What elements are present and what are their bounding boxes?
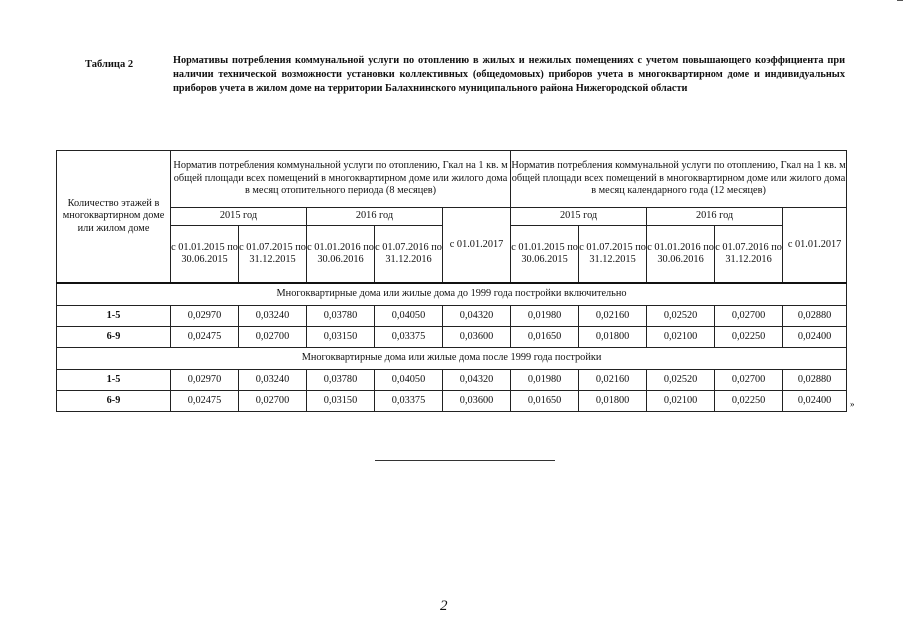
value-cell: 0,02250 [715, 391, 783, 412]
year-2015-header: 2015 год [171, 208, 307, 226]
value-cell: 0,01650 [511, 391, 579, 412]
value-cell: 0,02700 [239, 327, 307, 348]
group-header-8-months: Норматив потребления коммунальной услуги по отоплению, Гкал на 1 кв. м общей площади всех помещений в многоквартирном доме или жилого дома в месяц отопительного периода (8 месяцев) [171, 151, 511, 208]
table-row [57, 327, 847, 348]
value-cell: 0,02250 [715, 327, 783, 348]
period-header: с 01.01.2015 по 30.06.2015 [511, 226, 579, 284]
period-header: с 01.07.2015 по 31.12.2015 [239, 226, 307, 284]
value-cell: 0,02400 [783, 391, 847, 412]
table-caption-text: Нормативы потребления коммунальной услуги по отоплению в жилых и нежилых помещениях с учетом повышающего коэффициента при наличии технической возможности установки коллективных (общедомовых) приборов учета в многоквартирном доме и индивидуальных приборов учета в жилом доме на территории Балахнинского муниципального района Нижегородской области [173, 55, 845, 95]
table-row [57, 391, 847, 412]
floors-cell: 1-5 [57, 370, 171, 391]
value-cell: 0,02100 [647, 391, 715, 412]
value-cell: 0,02880 [783, 370, 847, 391]
table-row [57, 370, 847, 391]
value-cell: 0,03600 [443, 391, 511, 412]
value-cell: 0,03240 [239, 306, 307, 327]
value-cell: 0,01980 [511, 370, 579, 391]
table-row [57, 306, 847, 327]
floors-header: Количество этажей в многоквартирном доме или жилом доме [57, 151, 171, 284]
period-header: с 01.07.2016 по 31.12.2016 [375, 226, 443, 284]
year-2016-header: 2016 год [307, 208, 443, 226]
value-cell: 0,04050 [375, 306, 443, 327]
value-cell: 0,02700 [715, 306, 783, 327]
floors-cell: 6-9 [57, 391, 171, 412]
value-cell: 0,03375 [375, 391, 443, 412]
value-cell: 0,02700 [239, 391, 307, 412]
value-cell: 0,02520 [647, 370, 715, 391]
period-header: с 01.01.2017 [443, 208, 511, 284]
page-number: 2 [440, 598, 448, 614]
period-header: с 01.01.2017 [783, 208, 847, 284]
value-cell: 0,04320 [443, 306, 511, 327]
value-cell: 0,03150 [307, 391, 375, 412]
value-cell: 0,02970 [171, 306, 239, 327]
value-cell: 0,04320 [443, 370, 511, 391]
year-2015-header: 2015 год [511, 208, 647, 226]
value-cell: 0,02400 [783, 327, 847, 348]
value-cell: 0,03150 [307, 327, 375, 348]
period-header: с 01.07.2016 по 31.12.2016 [715, 226, 783, 284]
section-header: Многоквартирные дома или жилые дома после 1999 года постройки [57, 348, 847, 370]
value-cell: 0,02520 [647, 306, 715, 327]
value-cell: 0,02700 [715, 370, 783, 391]
value-cell: 0,01980 [511, 306, 579, 327]
value-cell: 0,01800 [579, 327, 647, 348]
value-cell: 0,01650 [511, 327, 579, 348]
value-cell: 0,02475 [171, 327, 239, 348]
section-header: Многоквартирные дома или жилые дома до 1999 года постройки включительно [57, 283, 847, 306]
value-cell: 0,01800 [579, 391, 647, 412]
consumption-norms-table [56, 150, 847, 412]
value-cell: 0,02475 [171, 391, 239, 412]
value-cell: 0,02160 [579, 306, 647, 327]
period-header: с 01.01.2016 по 30.06.2016 [647, 226, 715, 284]
floors-cell: 1-5 [57, 306, 171, 327]
year-2016-header: 2016 год [647, 208, 783, 226]
value-cell: 0,03375 [375, 327, 443, 348]
value-cell: 0,03780 [307, 370, 375, 391]
scan-corner-mark [897, 0, 903, 1]
value-cell: 0,02970 [171, 370, 239, 391]
value-cell: 0,02160 [579, 370, 647, 391]
value-cell: 0,02100 [647, 327, 715, 348]
period-header: с 01.07.2015 по 31.12.2015 [579, 226, 647, 284]
value-cell: 0,02880 [783, 306, 847, 327]
group-header-12-months: Норматив потребления коммунальной услуги по отоплению, Гкал на 1 кв. м общей площади всех помещений в многоквартирном доме или жилого дома в месяц календарного года (12 месяцев) [511, 151, 847, 208]
closing-quote-mark: » [850, 399, 855, 409]
separator-line [375, 460, 555, 461]
value-cell: 0,03600 [443, 327, 511, 348]
value-cell: 0,04050 [375, 370, 443, 391]
floors-cell: 6-9 [57, 327, 171, 348]
table-caption-label: Таблица 2 [85, 59, 134, 70]
value-cell: 0,03240 [239, 370, 307, 391]
period-header: с 01.01.2015 по 30.06.2015 [171, 226, 239, 284]
period-header: с 01.01.2016 по 30.06.2016 [307, 226, 375, 284]
value-cell: 0,03780 [307, 306, 375, 327]
